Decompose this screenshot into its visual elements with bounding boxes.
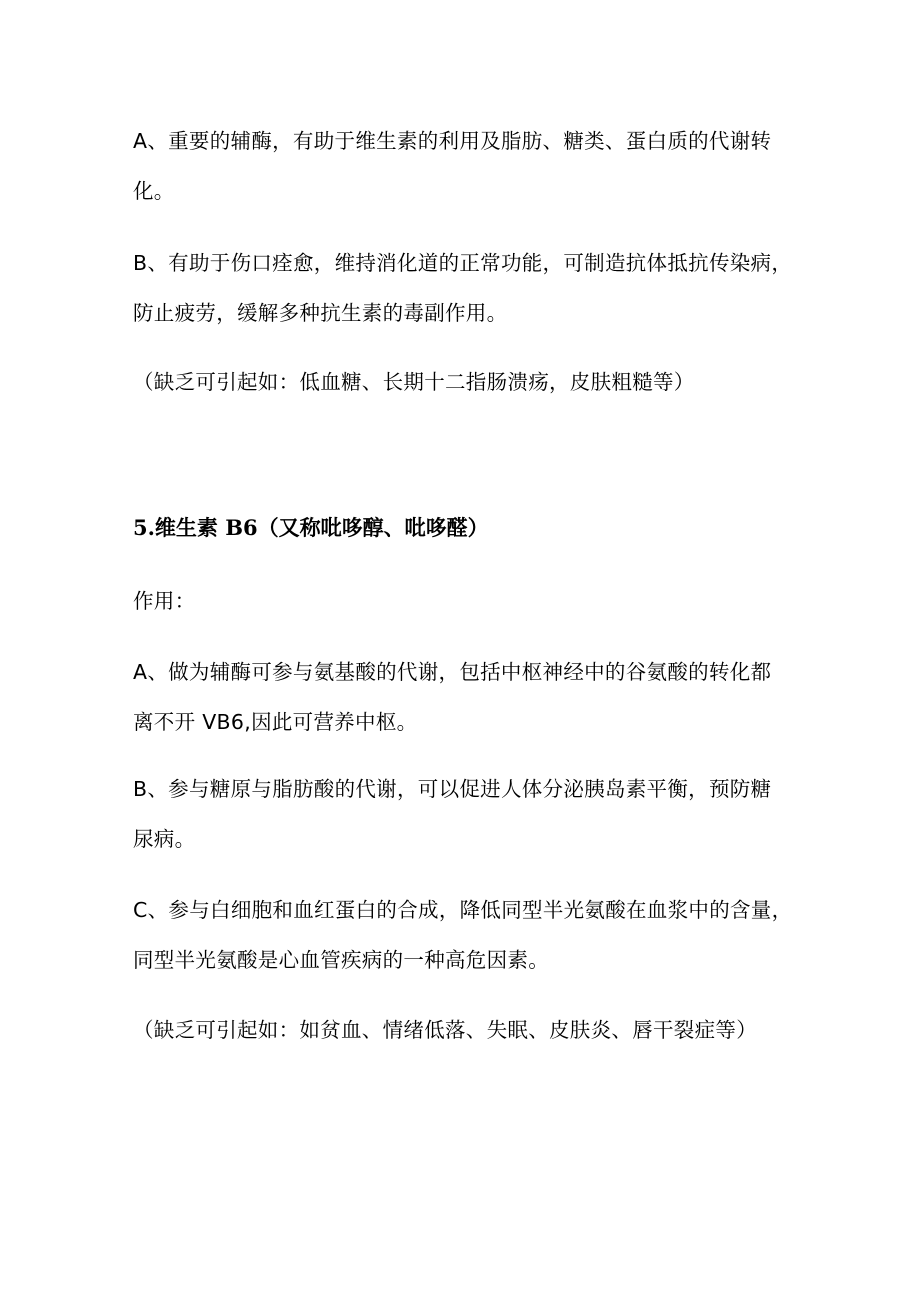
text-line: （缺乏可引起如：如贫血、情绪低落、失眠、皮肤炎、唇干裂症等） [133,1018,757,1042]
text-line: 同型半光氨酸是心血管疾病的一种高危因素。 [133,948,549,972]
text-line: B、有助于伤口痊愈，维持消化道的正常功能，可制造抗体抵抗传染病， [133,251,793,275]
text-line: 尿病。 [133,827,196,851]
paragraph-b6-item-c [133,885,798,985]
text-line: 离不开 VB6,因此可营养中枢。 [133,710,418,734]
text-line: A、重要的辅酶，有助于维生素的利用及脂肪、糖类、蛋白质的代谢转 [133,129,772,153]
paragraph-prev-item-b [133,238,798,338]
paragraph-b6-deficiency [133,1005,798,1055]
text-line: 防止疲劳，缓解多种抗生素的毒副作用。 [133,301,508,325]
paragraph-b6-label [133,576,798,626]
text-line: （缺乏可引起如：低血糖、长期十二指肠溃疡，皮肤粗糙等） [133,370,695,394]
section-heading-b6: 5.维生素 B6（又称吡哆醇、吡哆醛） [133,515,489,540]
paragraph-prev-item-a [133,116,798,216]
text-line: C、参与白细胞和血红蛋白的合成，降低同型半光氨酸在血浆中的含量， [133,898,793,922]
text-line: B、参与糖原与脂肪酸的代谢，可以促进人体分泌胰岛素平衡，预防糖 [133,777,772,801]
text-line: 化。 [133,179,175,203]
paragraph-prev-deficiency [133,357,798,407]
paragraph-b6-item-b [133,764,798,864]
text-line: A、做为辅酶可参与氨基酸的代谢，包括中枢神经中的谷氨酸的转化都 [133,660,772,684]
paragraph-b6-item-a [133,647,798,747]
text-line: 作用： [133,589,196,613]
